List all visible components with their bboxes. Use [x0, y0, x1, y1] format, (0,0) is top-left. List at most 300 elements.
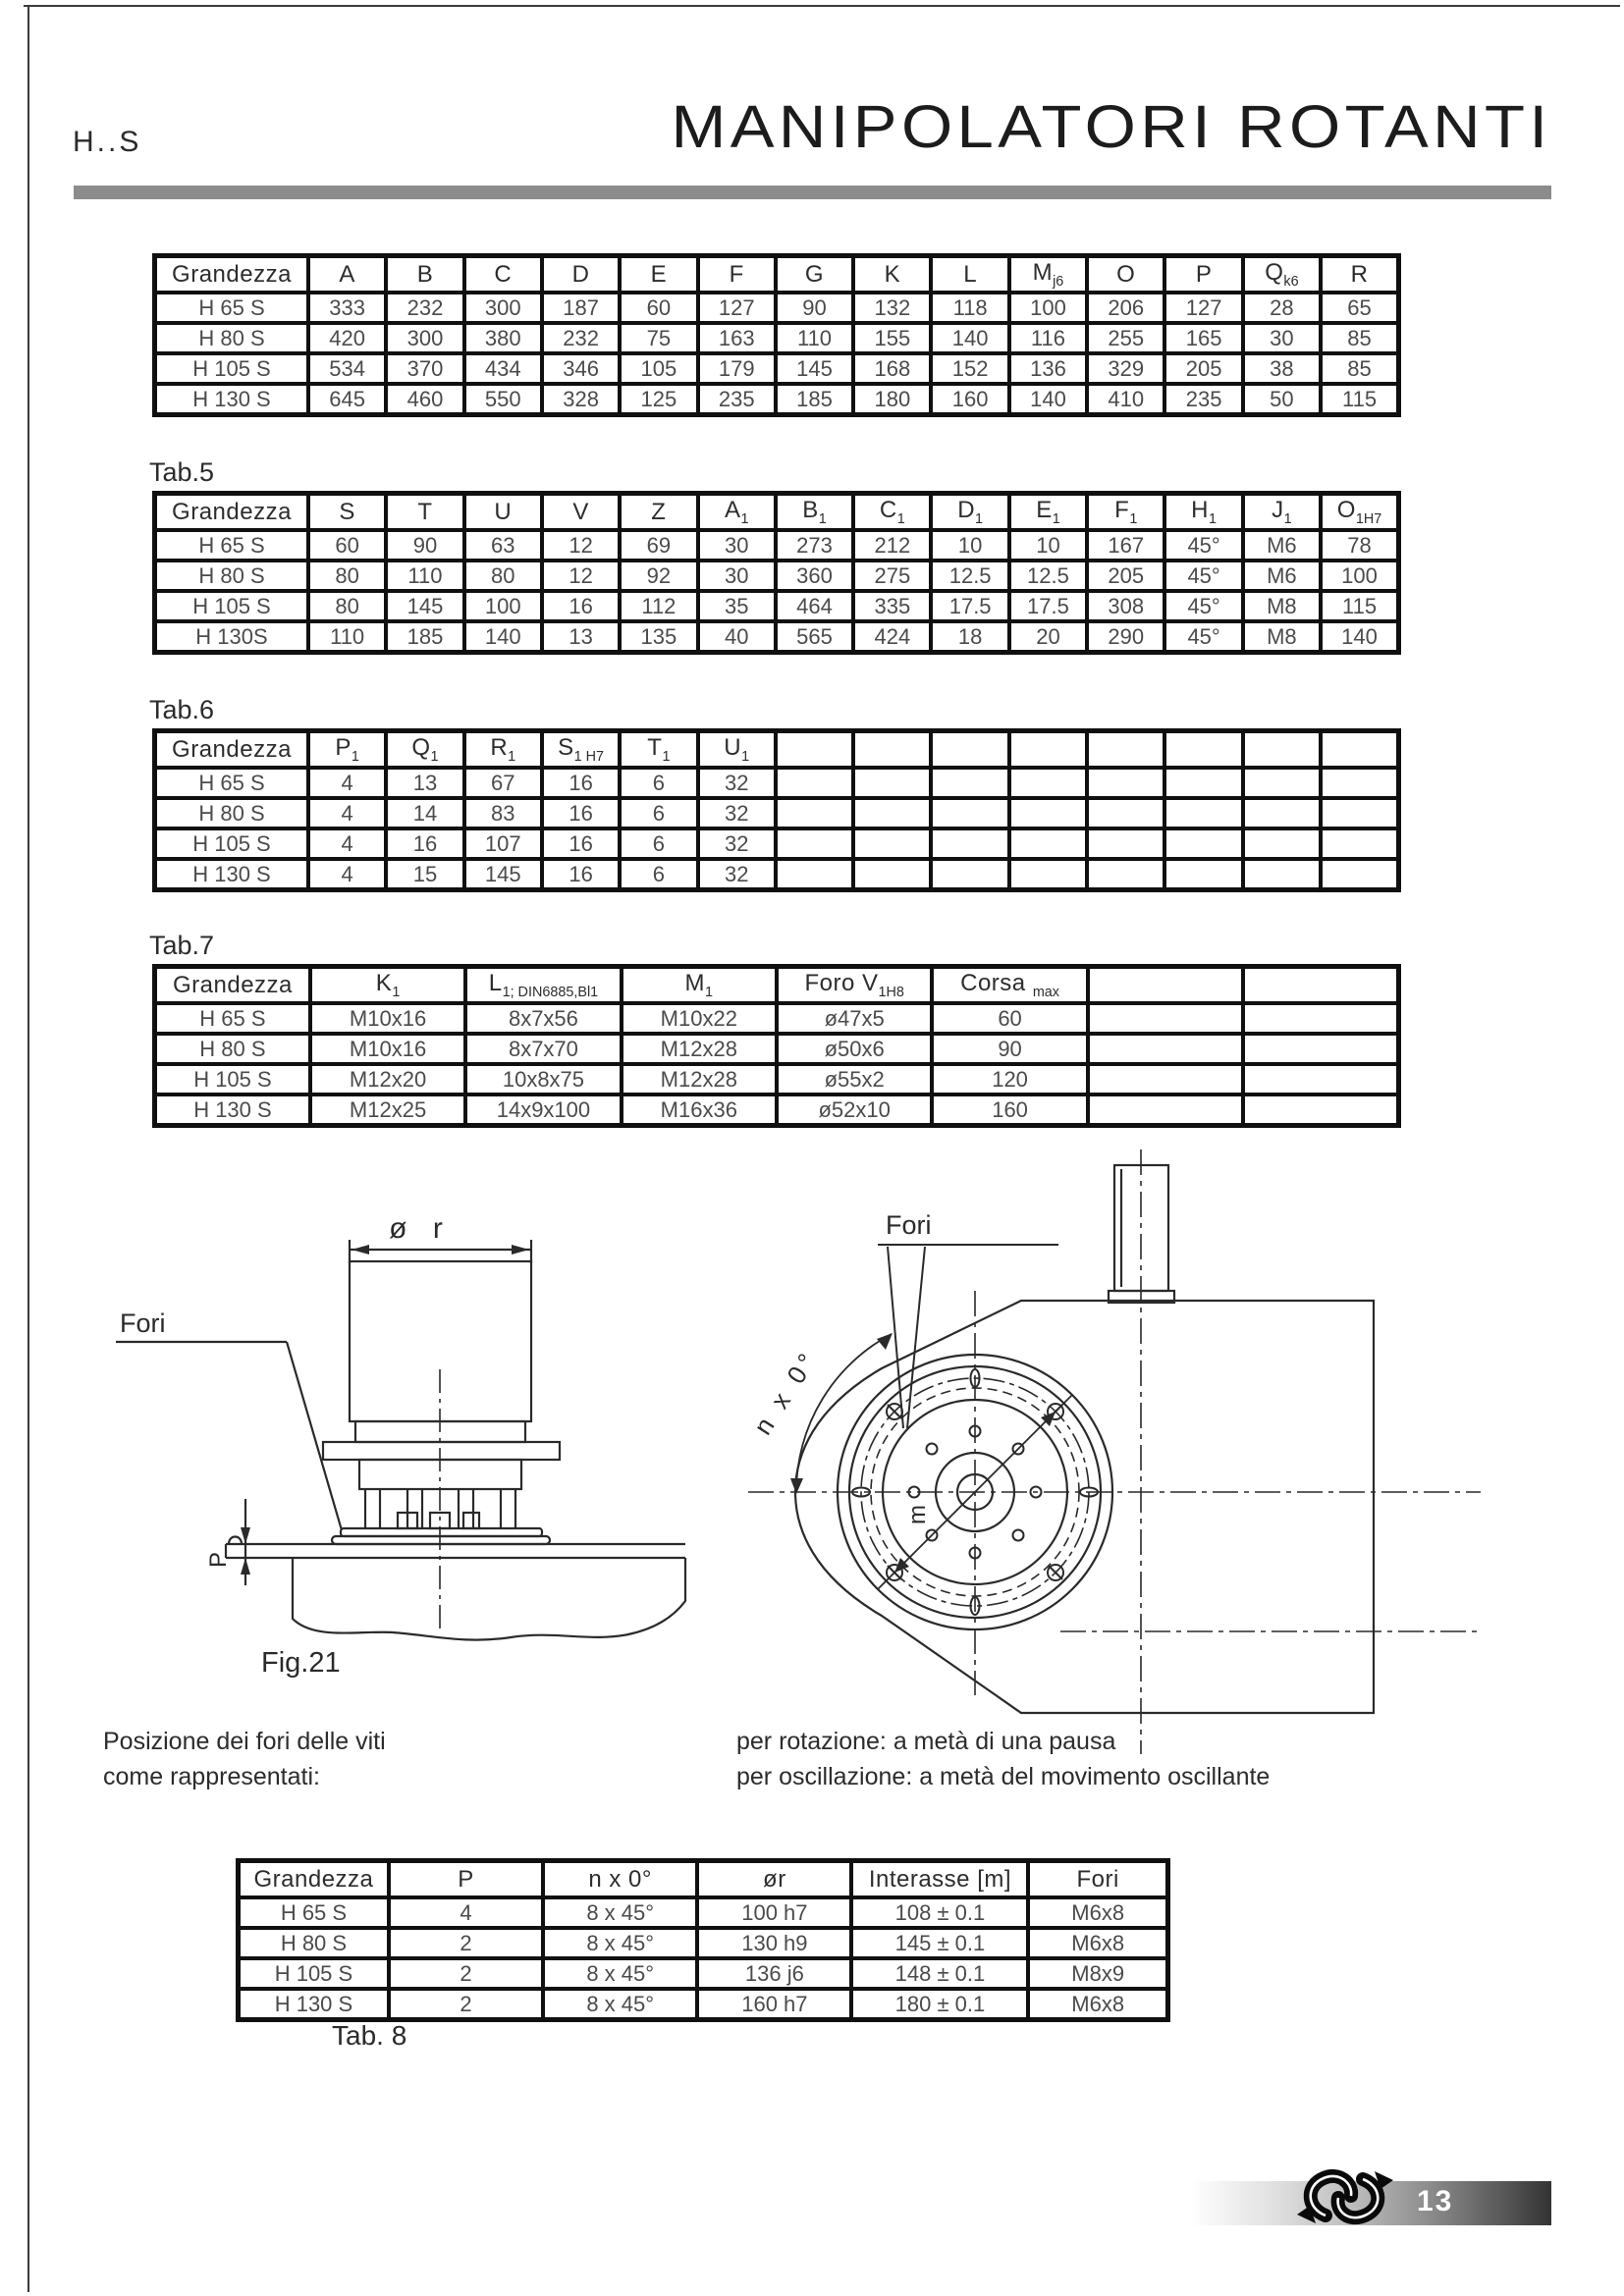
cell: M6	[1243, 561, 1321, 591]
row-label: H 65 S	[155, 293, 308, 323]
cell	[1087, 828, 1164, 859]
cell: 160	[932, 1095, 1087, 1126]
cell: 69	[620, 530, 697, 561]
column-header	[1088, 967, 1243, 1004]
cell: 115	[1321, 591, 1398, 621]
column-header: B	[386, 256, 463, 294]
cell: 160	[931, 384, 1008, 415]
table-row	[155, 323, 1399, 353]
cell: 105	[620, 353, 697, 384]
column-header: $S_{1 H7}$	[542, 731, 620, 769]
row-label: H 105 S	[155, 591, 308, 621]
table-tab6	[152, 728, 1401, 892]
cell: M10x16	[310, 1034, 465, 1064]
cell: 20	[1009, 621, 1087, 653]
cell: 67	[464, 768, 542, 798]
cell: 290	[1087, 621, 1164, 653]
column-header: Grandezza	[155, 967, 310, 1004]
row-label: H 105 S	[239, 1958, 389, 1989]
cell: ø55x2	[777, 1064, 932, 1095]
cell: 4	[389, 1897, 543, 1928]
row-label: H 130S	[155, 621, 308, 653]
cell	[1243, 1064, 1398, 1095]
machine-block-broken-edge	[293, 1558, 685, 1640]
column-header: P	[1164, 256, 1242, 294]
fori-label: Fori	[120, 1308, 166, 1338]
cell: 333	[308, 293, 386, 323]
cell: 2	[389, 1958, 543, 1989]
table-row	[155, 561, 1399, 591]
cell	[931, 768, 1008, 798]
row-label: H 105 S	[155, 1064, 310, 1095]
base-strip	[341, 1528, 542, 1536]
cell: 18	[931, 621, 1008, 653]
cell: 12.5	[931, 561, 1008, 591]
cell: 645	[308, 384, 386, 415]
cell: 100	[1009, 293, 1087, 323]
cell: 152	[931, 353, 1008, 384]
cell: 16	[542, 768, 620, 798]
table-row	[239, 1897, 1168, 1928]
cell: 90	[386, 530, 463, 561]
cell: 255	[1087, 323, 1164, 353]
cell	[1321, 768, 1398, 798]
note-oscillation: per oscillazione: a metà del movimento oscillante	[736, 1763, 1271, 1790]
table-row	[239, 1958, 1168, 1989]
column-header: G	[776, 256, 853, 294]
cell: 424	[853, 621, 931, 653]
row-label: H 130 S	[155, 1095, 310, 1126]
cell: 130 h9	[697, 1928, 851, 1958]
note-holes-position-1: Posizione dei fori delle viti	[103, 1728, 386, 1755]
cell: 136	[1009, 353, 1087, 384]
angle-label: n x 0°	[747, 1344, 825, 1440]
cell	[853, 828, 931, 859]
row-label: H 65 S	[155, 768, 308, 798]
cell: 17.5	[931, 591, 1008, 621]
cell: 6	[620, 768, 697, 798]
cell: 8 x 45°	[543, 1897, 697, 1928]
column-header: $T_1$	[620, 731, 697, 769]
figure-fig21	[79, 1212, 707, 1733]
table-tab7	[152, 964, 1401, 1128]
cell	[1243, 768, 1321, 798]
distributor-flange	[323, 1442, 560, 1460]
plate-end-tab	[229, 1537, 242, 1545]
cell: 8 x 45°	[543, 1928, 697, 1958]
table-label-tab6: Tab.6	[149, 695, 215, 724]
cell: 300	[464, 293, 542, 323]
cell	[1087, 798, 1164, 828]
cell: 16	[542, 828, 620, 859]
cell: 32	[698, 768, 776, 798]
row-label: H 80 S	[155, 561, 308, 591]
table-label-tab5: Tab.5	[149, 457, 215, 487]
cell: 110	[308, 621, 386, 653]
column-header: $R_1$	[464, 731, 542, 769]
cell	[1088, 1095, 1243, 1126]
cell	[1088, 1034, 1243, 1064]
cell: 205	[1087, 561, 1164, 591]
column-header: L	[931, 256, 1008, 294]
cell: ø52x10	[777, 1095, 932, 1126]
table-row	[155, 1095, 1399, 1126]
column-header	[853, 731, 931, 769]
cell	[1243, 1003, 1398, 1034]
column-header: Grandezza	[155, 256, 308, 294]
cell: 163	[698, 323, 776, 353]
column-header: O	[1087, 256, 1164, 294]
header-rule	[74, 186, 1551, 199]
cell	[853, 859, 931, 890]
cell: 434	[464, 353, 542, 384]
cell: 6	[620, 828, 697, 859]
cell: 145	[776, 353, 853, 384]
cell: 4	[308, 798, 386, 828]
row-label: H 65 S	[155, 1003, 310, 1034]
cell: 8 x 45°	[543, 1958, 697, 1989]
cell: 45°	[1164, 530, 1242, 561]
cell: 185	[776, 384, 853, 415]
column-header: $O_{1H7}$	[1321, 494, 1398, 531]
cell: 30	[698, 530, 776, 561]
table-row	[239, 1989, 1168, 2020]
cell: 40	[698, 621, 776, 653]
cell: M6x8	[1028, 1928, 1167, 1958]
cell: M12x28	[622, 1034, 777, 1064]
cell: 127	[1164, 293, 1242, 323]
cell: 32	[698, 798, 776, 828]
column-header: $A_1$	[698, 494, 776, 531]
row-label: H 130 S	[239, 1989, 389, 2020]
column-header	[776, 731, 853, 769]
row-label: H 80 S	[155, 798, 308, 828]
cell: 17.5	[1009, 591, 1087, 621]
cell: 360	[776, 561, 853, 591]
cell: 565	[776, 621, 853, 653]
cell: 16	[386, 828, 463, 859]
cell: 12	[542, 561, 620, 591]
cell: 329	[1087, 353, 1164, 384]
table-row	[155, 828, 1399, 859]
column-header: Corsa $_{max}$	[932, 967, 1087, 1004]
cell	[776, 828, 853, 859]
cell: M8	[1243, 591, 1321, 621]
cell: 45°	[1164, 621, 1242, 653]
cell: 232	[386, 293, 463, 323]
cell	[1164, 828, 1242, 859]
cell: 10	[931, 530, 1008, 561]
cell: 14x9x100	[465, 1095, 621, 1126]
cell: ø47x5	[777, 1003, 932, 1034]
arrowhead	[352, 1245, 369, 1255]
column-header: E	[620, 256, 697, 294]
cell	[1087, 859, 1164, 890]
cell	[931, 859, 1008, 890]
cell: 35	[698, 591, 776, 621]
cell: 78	[1321, 530, 1398, 561]
cell: M6	[1243, 530, 1321, 561]
cell: 140	[931, 323, 1008, 353]
cell: 6	[620, 798, 697, 828]
cell: 140	[1009, 384, 1087, 415]
cell: 100	[1321, 561, 1398, 591]
page-number: 13	[1417, 2185, 1454, 2217]
cell: 107	[464, 828, 542, 859]
column-header	[1009, 731, 1087, 769]
row-label: H 65 S	[239, 1897, 389, 1928]
table-tab8	[236, 1858, 1170, 2022]
cell: 155	[853, 323, 931, 353]
cell: 148 ± 0.1	[851, 1958, 1028, 1989]
column-header: C	[464, 256, 542, 294]
cell: M12x20	[310, 1064, 465, 1095]
column-header: Z	[620, 494, 697, 531]
column-header: U	[464, 494, 542, 531]
interasse-label: m	[904, 1505, 931, 1524]
row-label: H 105 S	[155, 828, 308, 859]
cell: 145 ± 0.1	[851, 1928, 1028, 1958]
note-holes-position-2: come rappresentati:	[103, 1763, 320, 1790]
cell: 232	[542, 323, 620, 353]
column-header: T	[386, 494, 463, 531]
table-row	[155, 621, 1399, 653]
cell	[1321, 859, 1398, 890]
cell	[1243, 859, 1321, 890]
cell: M10x16	[310, 1003, 465, 1034]
row-label: H 80 S	[155, 1034, 310, 1064]
cell: 80	[308, 561, 386, 591]
cell: 45°	[1164, 591, 1242, 621]
cell: 50	[1243, 384, 1321, 415]
cell	[853, 768, 931, 798]
cell: 160 h7	[697, 1989, 851, 2020]
cell: 185	[386, 621, 463, 653]
cell: 75	[620, 323, 697, 353]
cell: 16	[542, 859, 620, 890]
table-dimensions	[152, 253, 1401, 417]
cell	[1087, 768, 1164, 798]
column-header: Fori	[1028, 1861, 1167, 1898]
cell: 179	[698, 353, 776, 384]
column-header: D	[542, 256, 620, 294]
scan-edge-left	[27, 5, 29, 2292]
cell: 145	[464, 859, 542, 890]
column-header: $P_1$	[308, 731, 386, 769]
cell: 127	[698, 293, 776, 323]
column-header: $B_1$	[776, 494, 853, 531]
table-row	[155, 1003, 1399, 1034]
column-header: n x 0°	[543, 1861, 697, 1898]
cell: 12	[542, 530, 620, 561]
table-cylinder-outline	[350, 1261, 531, 1421]
cell: 30	[1243, 323, 1321, 353]
column-header: $K_1$	[310, 967, 465, 1004]
cell	[776, 768, 853, 798]
cell: 115	[1321, 384, 1398, 415]
cell: M6x8	[1028, 1989, 1167, 2020]
cell: 10	[1009, 530, 1087, 561]
cell: 346	[542, 353, 620, 384]
cell: 28	[1243, 293, 1321, 323]
cell	[1164, 768, 1242, 798]
cell: 4	[308, 768, 386, 798]
cell: 4	[308, 828, 386, 859]
cell: 328	[542, 384, 620, 415]
column-header: $F_1$	[1087, 494, 1164, 531]
cell: 136 j6	[697, 1958, 851, 1989]
cell: M12x25	[310, 1095, 465, 1126]
row-label: H 130 S	[155, 859, 308, 890]
column-header: Foro $V_{1H8}$	[777, 967, 932, 1004]
cell: ø50x6	[777, 1034, 932, 1064]
column-header: F	[698, 256, 776, 294]
row-label: H 65 S	[155, 530, 308, 561]
arrowhead	[512, 1245, 529, 1255]
column-header: $U_1$	[698, 731, 776, 769]
cell: 13	[386, 768, 463, 798]
cell: 85	[1321, 353, 1398, 384]
column-header: $J_1$	[1243, 494, 1321, 531]
cell	[1009, 798, 1087, 828]
column-header: Grandezza	[155, 731, 308, 769]
cell: 550	[464, 384, 542, 415]
note-rotation: per rotazione: a metà di una pausa	[736, 1728, 1116, 1755]
column-header: $E_1$	[1009, 494, 1087, 531]
arrowhead	[241, 1558, 250, 1575]
cell: 30	[698, 561, 776, 591]
table-row	[155, 1034, 1399, 1064]
cell: 235	[1164, 384, 1242, 415]
cell	[931, 798, 1008, 828]
table-tab5	[152, 491, 1401, 655]
cell: 116	[1009, 323, 1087, 353]
cell: 132	[853, 293, 931, 323]
cell: 90	[776, 293, 853, 323]
cell: 180	[853, 384, 931, 415]
column-header	[931, 731, 1008, 769]
table-row	[155, 384, 1399, 415]
figure-caption: Fig.21	[261, 1647, 341, 1679]
cell	[1243, 828, 1321, 859]
cell: 273	[776, 530, 853, 561]
table-row	[155, 798, 1399, 828]
cell: 65	[1321, 293, 1398, 323]
column-header: V	[542, 494, 620, 531]
cell: 60	[932, 1003, 1087, 1034]
table-row	[155, 768, 1399, 798]
cell: 110	[776, 323, 853, 353]
cell: 12.5	[1009, 561, 1087, 591]
cell: M8	[1243, 621, 1321, 653]
cell: 212	[853, 530, 931, 561]
column-header	[1321, 731, 1398, 769]
cell: 110	[386, 561, 463, 591]
cell: 135	[620, 621, 697, 653]
fori-leader-line	[287, 1342, 342, 1530]
cell	[1009, 859, 1087, 890]
table-row	[155, 591, 1399, 621]
cell: 534	[308, 353, 386, 384]
cell: 120	[932, 1064, 1087, 1095]
cell	[1243, 798, 1321, 828]
column-header: $L_{1; DIN6885,Bl1}$	[465, 967, 621, 1004]
cell: 83	[464, 798, 542, 828]
cell: M12x28	[622, 1064, 777, 1095]
column-header: R	[1321, 256, 1398, 294]
cell: 63	[464, 530, 542, 561]
column-header: Grandezza	[155, 494, 308, 531]
cell: 100 h7	[697, 1897, 851, 1928]
cell: 112	[620, 591, 697, 621]
cell	[1164, 798, 1242, 828]
cell: 6	[620, 859, 697, 890]
cell: 32	[698, 859, 776, 890]
page-title: MANIPOLATORI ROTANTI	[670, 93, 1551, 160]
cell	[1088, 1064, 1243, 1095]
column-header: $Q_1$	[386, 731, 463, 769]
cell: 167	[1087, 530, 1164, 561]
cell: 60	[620, 293, 697, 323]
figure-housing-front	[677, 1144, 1492, 1772]
cell: 4	[308, 859, 386, 890]
cell: 420	[308, 323, 386, 353]
table-row	[155, 353, 1399, 384]
cell: 92	[620, 561, 697, 591]
cell: 187	[542, 293, 620, 323]
cell	[1243, 1095, 1398, 1126]
column-header: $Q_{k6}$	[1243, 256, 1321, 294]
cell: 180 ± 0.1	[851, 1989, 1028, 2020]
cell	[931, 828, 1008, 859]
table-row	[155, 293, 1399, 323]
cell: 335	[853, 591, 931, 621]
cell	[1243, 1034, 1398, 1064]
cell: 2	[389, 1989, 543, 2020]
cell: 380	[464, 323, 542, 353]
base-strip	[332, 1536, 550, 1544]
cell: M16x36	[622, 1095, 777, 1126]
cell	[1321, 798, 1398, 828]
column-header: $C_1$	[853, 494, 931, 531]
cell	[1088, 1003, 1243, 1034]
cell	[776, 798, 853, 828]
table-label-tab7: Tab.7	[149, 931, 215, 960]
scan-edge-top	[24, 5, 1620, 7]
model-code: H..S	[73, 126, 142, 158]
row-label: H 105 S	[155, 353, 308, 384]
cell: 80	[464, 561, 542, 591]
cell: M10x22	[622, 1003, 777, 1034]
column-header: Interasse [m]	[851, 1861, 1028, 1898]
cell: 8x7x56	[465, 1003, 621, 1034]
column-header: K	[853, 256, 931, 294]
cell: 235	[698, 384, 776, 415]
column-header: S	[308, 494, 386, 531]
cell	[776, 859, 853, 890]
column-header: A	[308, 256, 386, 294]
cell: 10x8x75	[465, 1064, 621, 1095]
cell: 90	[932, 1034, 1087, 1064]
table-label-tab8: Tab. 8	[332, 2020, 407, 2051]
cell: M8x9	[1028, 1958, 1167, 1989]
column-header: $M_{j6}$	[1009, 256, 1087, 294]
cell: 168	[853, 353, 931, 384]
row-label: H 80 S	[239, 1928, 389, 1958]
cell: 8 x 45°	[543, 1989, 697, 2020]
cell: 8x7x70	[465, 1034, 621, 1064]
cell: 206	[1087, 293, 1164, 323]
